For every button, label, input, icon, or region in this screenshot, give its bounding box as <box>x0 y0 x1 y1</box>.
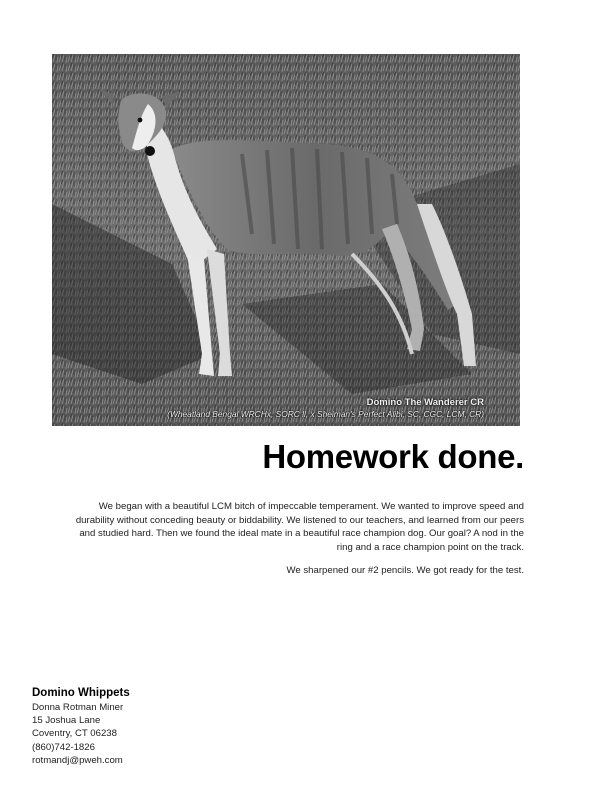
kennel-name: Domino Whippets <box>32 687 130 699</box>
headline: Homework done. <box>262 438 524 475</box>
dog-pedigree: (Wheatland Bengal WRCHx, SORC ll, x Sheiman's Perfect Alibi, SC, CGC, LCM, CR) <box>167 409 484 419</box>
street-address: 15 Joshua Lane <box>32 715 101 727</box>
paragraph-2: We sharpened our #2 pencils. We got ready for the test. <box>286 565 524 577</box>
contact-block <box>32 686 130 767</box>
dog-name: Domino The Wanderer CR <box>366 397 484 408</box>
paragraph-1: We began with a beautiful LCM bitch of impeccable temperament. We wanted to improve speed and durability without conceding beauty or biddability. We listened to our teachers, and learned from our peers and studied hard. Then we found the ideal mate in a beautiful race champion dog. Our goal? A nod in the ring and a race champion point on the track. <box>75 501 524 553</box>
dog-photo <box>52 54 520 426</box>
whippet-illustration <box>52 54 520 426</box>
phone-number: (860)742-1826 <box>32 741 95 753</box>
body-text <box>74 500 524 588</box>
owner-name: Donna Rotman Miner <box>32 702 124 713</box>
email-address: rotmandj@pweh.com <box>32 754 123 766</box>
photo-caption <box>167 397 484 420</box>
city-state-zip: Coventry, CT 06238 <box>32 728 117 740</box>
